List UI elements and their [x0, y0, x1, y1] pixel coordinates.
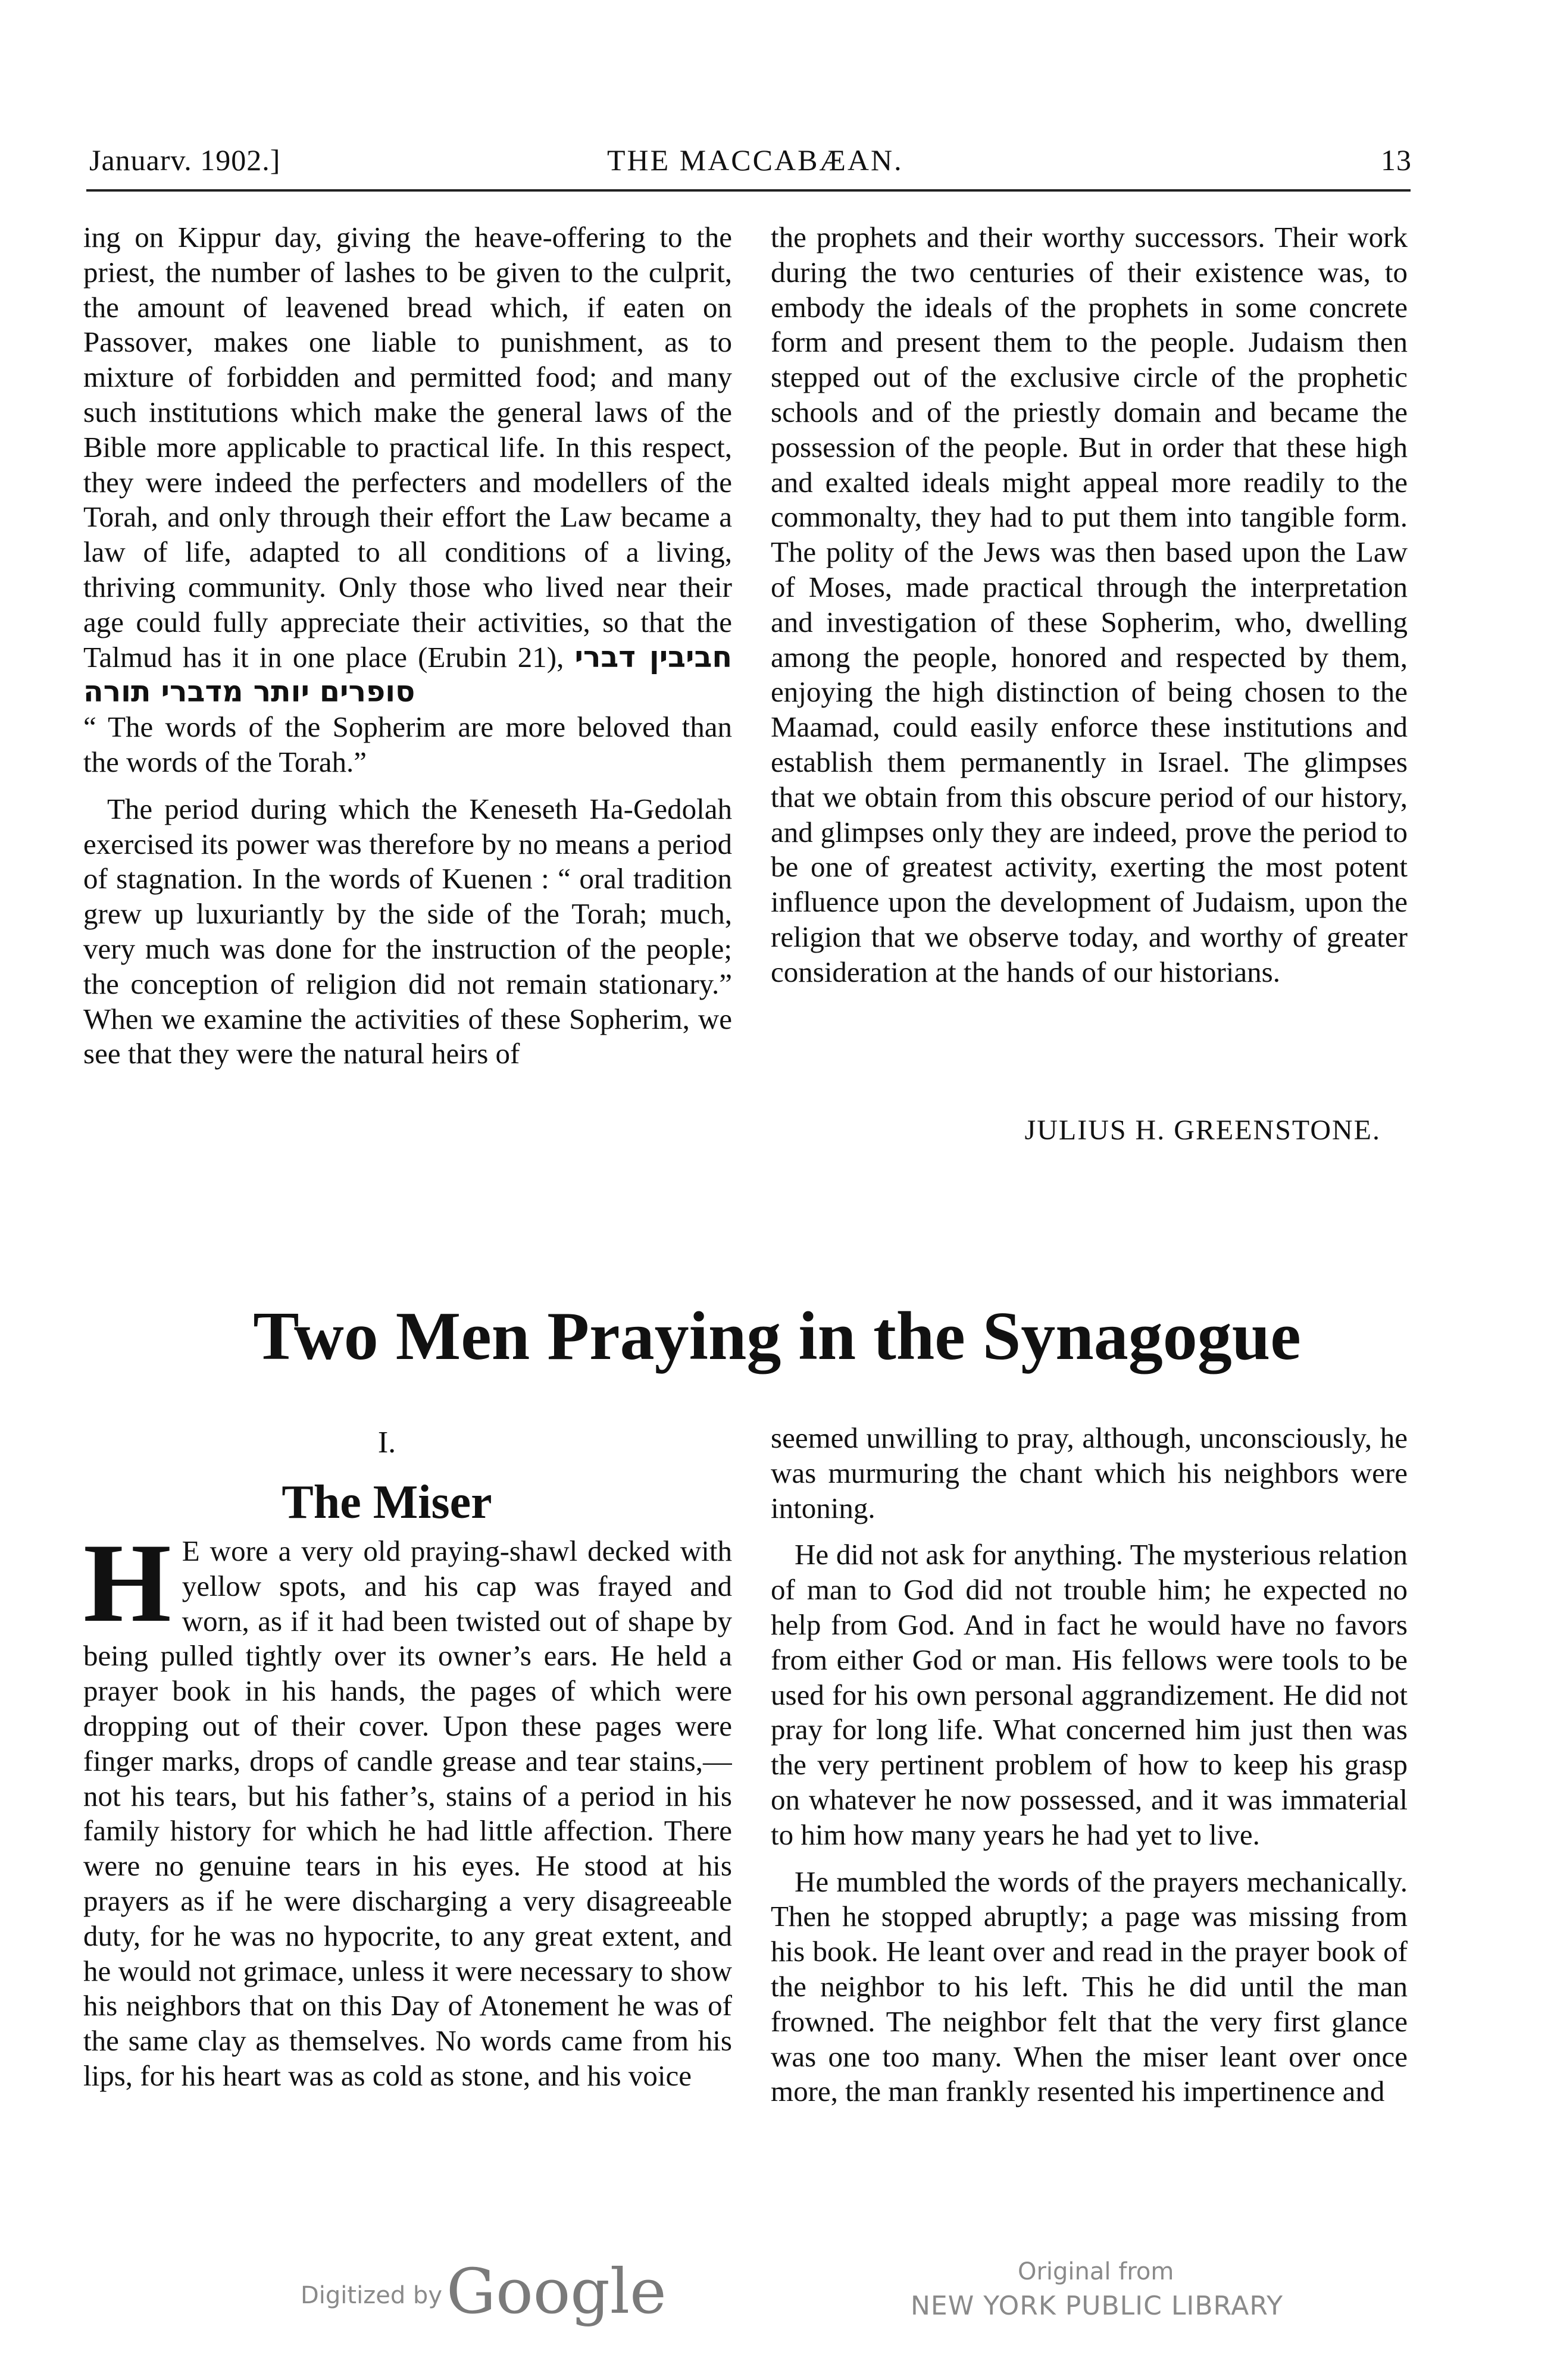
article-1-column-1 [83, 220, 732, 1172]
section-subtitle: The Miser [282, 1476, 492, 1529]
paragraph: He did not ask for anything. The mysterious relation of man to God did not trouble him; he expected no help from God. And in fact he would have no favors from either God or man. His fellows were tools to be used for his own personal aggrandizement. He did not pray for long life. What concerned him just then was the very pertinent problem of how to keep his grasp on whatever he now possessed, and it was immaterial to him how many years he had yet to live. [771, 1538, 1408, 1851]
paragraph: seemed unwilling to pray, although, unconsciously, he was murmuring the chant which his neighbors were intoning. [771, 1421, 1408, 1524]
paragraph: the prophets and their worthy successors. Their work during the two centuries of their existence was, to embody the ideals of the prophets in some concrete form and present them to the people. Judaism then stepped out of the exclusive circle of the prophetic schools and of the priestly domain and became the possession of the people. But in order that these high and exalted ideals might appeal more readily to the commonalty, they had to put them into tangible form. The polity of the Jews was then based upon the Law of Moses, made practical through the interpretation and investigation of these Sopherim, who, dwelling among the people, honored and respected by them, enjoying the high distinction of being chosen to the Maamad, could easily enforce these institutions and establish them permanently in Israel. The glimpses that we obtain from this obscure period of our history, and glimpses only they are indeed, prove the period to be one of greatest activity, exerting the most potent influence upon the development of Judaism, upon the religion that we observe today, and worthy of greater consideration at the hands of our historians. [771, 221, 1408, 988]
page-number: 13 [1381, 143, 1412, 177]
hebrew-quote: חביבין דברי סופרים יותר מדברי תורה [83, 640, 732, 709]
digitized-by-label: Digitized by [301, 2282, 442, 2309]
running-head-title: THE MACCABÆAN. [607, 143, 903, 177]
paragraph: The period during which the Keneseth Ha-Gedolah exercised its power was therefore by no means a period of stagnation. In the words of Kuenen : “ oral tradition grew up luxuriantly by the side of the Torah; much, very much was done for the instruction of the people; the conception of religion did not remain stationary.” When we examine the activities of these Sopherim, we see that they were the natural heirs of [83, 792, 732, 1070]
library-name: NEW YORK PUBLIC LIBRARY [911, 2291, 1284, 2321]
running-head-date: Januarv. 1902.] [89, 143, 281, 177]
article-2-column-1 [83, 1534, 732, 2171]
article-title: Two Men Praying in the Synagogue [253, 1298, 1301, 1374]
paragraph-text: ing on Kippur day, giving the heave-offering to the priest, the number of lashes to be given to the culprit, the amount of leavened bread which, if eaten on Passover, makes one liable to punishment, as to mixture of forbidden and permitted food; and many such institutions which make the general laws of the Bible more applicable to practical life. In this respect, they were indeed the perfecters and modellers of the Torah, and only through their effort the Law became a law of life, adapted to all conditions of a living, thriving community. Only those who lived near their age could fully appreciate their activities, so that the Talmud has it in one place (Erubin 21), [83, 221, 732, 674]
author-signature: JULIUS H. GREENSTONE. [1024, 1114, 1381, 1146]
paragraph [83, 220, 732, 710]
original-from-label: Original from [1018, 2258, 1174, 2285]
header-rule [86, 189, 1411, 192]
paragraph: He mumbled the words of the prayers mechanically. Then he stopped abruptly; a page was missing from his book. He leant over and read in the prayer book of the neighbor to his left. This he did until the man frowned. The neighbor felt that the very first glance was one too many. When the miser leant over once more, the man frankly resented his impertinence and [771, 1865, 1408, 2108]
google-wordmark: Google [446, 2255, 667, 2328]
paragraph-text: E wore a very old praying-shawl decked with yellow spots, and his cap was frayed and worn, as if it had been twisted out of shape by being pulled tightly over its owner’s ears. He held a prayer book in his hands, the pages of which were dropping out of their cover. Upon these pages were finger marks, drops of candle grease and tear stains,—not his tears, but his father’s, stains of a period in his family history for which he had little affection. There were no genuine tears in his eyes. He stood at his prayers as if he were discharging a very disagreeable duty, for he was no hypocrite, to any great extent, and he would not grimace, unless it were necessary to show his neighbors that on this Day of Atonement he was of the same clay as themselves. No words came from his lips, for his heart was as cold as stone, and his voice [83, 1535, 732, 2092]
drop-cap: H [83, 1534, 171, 1646]
paragraph: “ The words of the Sopherim are more beloved than the words of the Torah.” [83, 710, 732, 778]
article-1-column-2 [771, 220, 1408, 1113]
part-number: I. [377, 1426, 396, 1460]
paragraph [83, 1534, 732, 2094]
article-2-column-2 [771, 1421, 1408, 2171]
